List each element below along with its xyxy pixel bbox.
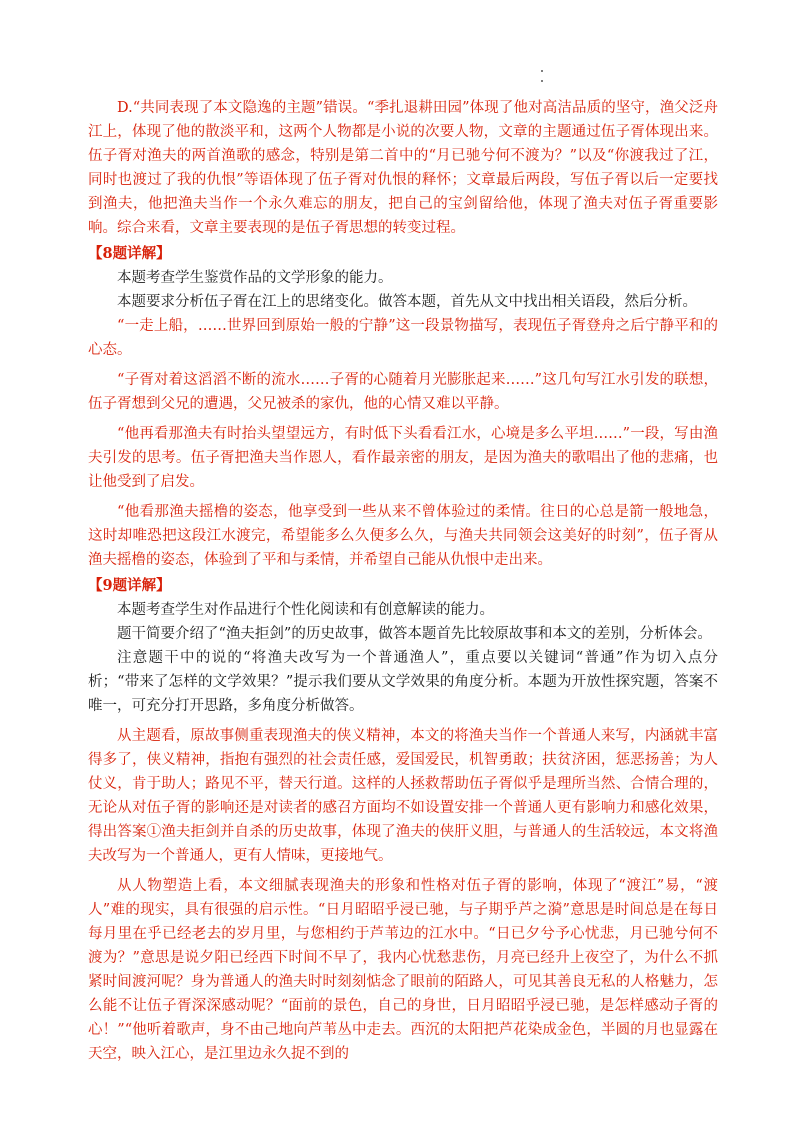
document-body <box>88 96 718 1066</box>
paragraph-q8-intro: 本题考查学生鉴赏作品的文学形象的能力。 <box>117 270 393 286</box>
paragraph-q8-scene: “一走上船，……世界回到原始一般的宁静”这一段景物描写，表现伍子胥登舟之后宁静平和的心态。 <box>88 318 718 358</box>
paragraph-option-d: D.“共同表现了本文隐逸的主题”错误。“季扎退耕田园”体现了他对高洁品质的坚守，渔父泛舟江上，体现了他的散淡平和，这两个人物都是小说的次要人物，文章的主题通过伍子胥体现出来。伍子胥对渔夫的两首渔歌的感念，特别是第二首中的“月已驰兮何不渡为？”以及“你渡我过了江，同时也渡过了我的仇恨”等语体现了伍子胥对仇恨的释怀；文章最后两段，写伍子胥以后一定要找到渔夫，他把渔夫当作一个永久难忘的朋友，把自己的宝剑留给他，体现了渔夫对伍子胥重要影响。综合来看，文章主要表现的是伍子胥思想的转变过程。 <box>88 100 718 236</box>
paragraph-q9-intro: 本题考查学生对作品进行个性化阅读和有创意解读的能力。 <box>117 602 494 618</box>
paragraph-q9-character: 从人物塑造上看，本文细腻表现渔夫的形象和性格对伍子胥的影响，体现了“渡江”易，“渡人”难的现实，具有很强的启示性。“日月昭昭乎浸已驰，与子期乎芦之漪”意思是时间总是在每日每月里在乎已经老去的岁月里，与您相约于芦苇边的江水中。“日已夕兮予心忧悲，月已驰兮何不渡为？”意思是说夕阳已经西下时间不早了，我内心忧愁悲伤，月亮已经升上夜空了，为什么不抓紧时间渡河呢？身为普通人的渔夫时时刻刻惦念了眼前的陌路人，可见其善良无私的人格魅力，怎么能不让伍子胥深深感动呢？“面前的景色，自己的身世，日月昭昭乎浸已驰，是怎样感动子胥的心！”“他听着歌声，身不由己地向芦苇丛中走去。西沉的太阳把芦花染成金色，半圆的月也显露在天空，映入江心，是江里边永久捉不到的 <box>88 878 718 1062</box>
paragraph-q8-fisherman: “他再看那渔夫有时抬头望望远方，有时低下头看看江水，心境是多么平坦……”一段，写由渔夫引发的思考。伍子胥把渔夫当作恩人，看作最亲密的朋友，是因为渔夫的歌唱出了他的悲痛，也让他受到了启发。 <box>88 426 718 490</box>
paragraph-q9-story: 题干简要介绍了“渔夫拒剑”的历史故事，做答本题首先比较原故事和本文的差别，分析体会。 <box>117 626 712 642</box>
paragraph-q9-theme: 从主题看，原故事侧重表现渔夫的侠义精神，本文的将渔夫当作一个普通人来写，内涵就丰富得多了，侠义精神，指抱有强烈的社会责任感，爱国爱民，机智勇敢；扶贫济困，惩恶扬善；为人仗义，肯于助人；路见不平，替天行道。这样的人拯救帮助伍子胥似乎是理所当然、合情合理的，无论从对伍子胥的影响还是对读者的感召方面均不如设置安排一个普通人更有影响力和感化效果，得出答案①渔夫拒剑并自杀的历史故事，体现了渔夫的侠肝义胆，与普通人的生活较远，本文将渔夫改写为一个普通人，更有人情味，更接地气。 <box>88 728 718 864</box>
paragraph-q8-rowing: “他看那渔夫摇橹的姿态，他享受到一些从来不曾体验过的柔情。往日的心总是箭一般地急，这时却唯恐把这段江水渡完，希望能多么久便多么久，与渔夫共同领会这美好的时刻”，伍子胥从渔夫摇橹的姿态，体验到了平和与柔情，并希望自己能从仇恨中走出来。 <box>88 504 718 568</box>
paragraph-q8-requirement: 本题要求分析伍子胥在江上的思绪变化。做答本题，首先从文中找出相关语段，然后分析。 <box>117 294 697 310</box>
section-heading-q9: 【9题详解】 <box>88 577 171 594</box>
paragraph-q8-river: “子胥对着这滔滔不断的流水……子胥的心随着月光膨胀起来……”这几句写江水引发的联想，伍子胥想到父兄的遭遇，父兄被杀的家仇，他的心情又难以平静。 <box>88 372 718 412</box>
section-heading-q8: 【8题详解】 <box>88 245 171 262</box>
paragraph-q9-hint: 注意题干中的说的“将渔夫改写为一个普通渔人”，重点要以关键词“普通”作为切入点分析；“带来了怎样的文学效果？”提示我们要从文学效果的角度分析。本题为开放性探究题，答案不唯一，可充分打开思路，多角度分析做答。 <box>88 650 718 714</box>
